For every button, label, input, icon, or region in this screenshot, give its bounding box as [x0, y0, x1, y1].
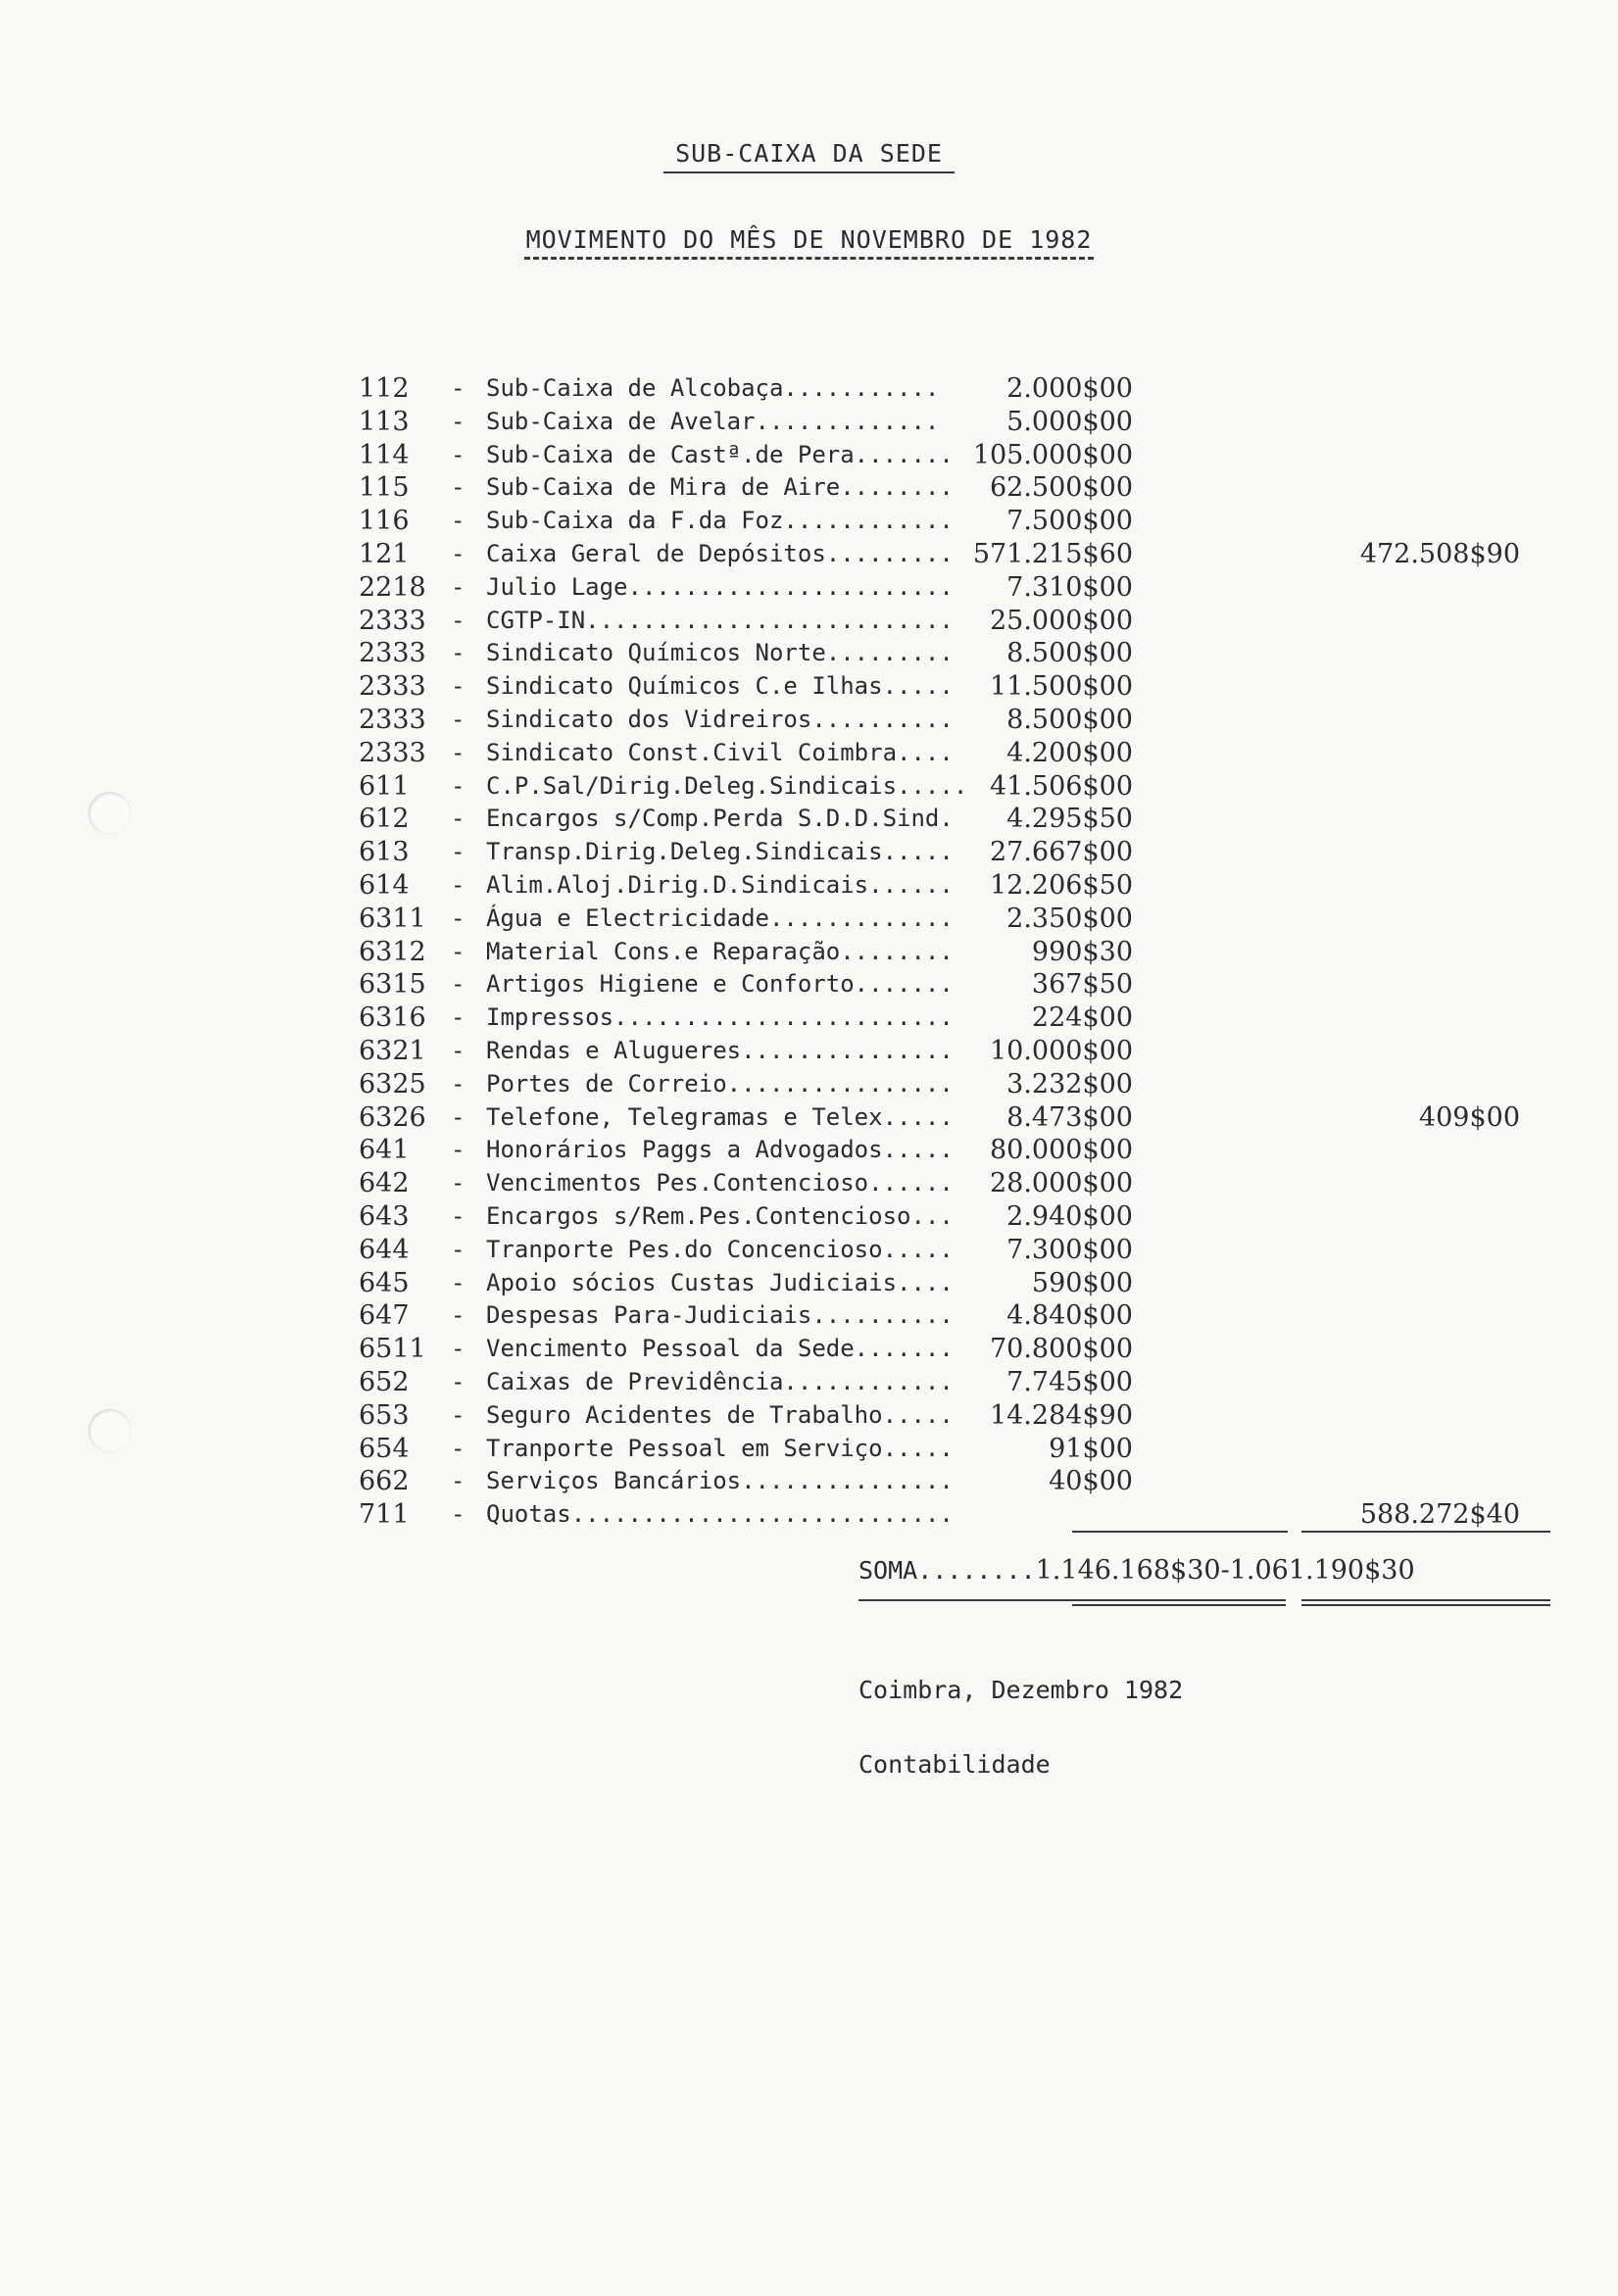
ledger-row: [359, 637, 1564, 670]
row-dash: -: [451, 1036, 466, 1064]
ledger-row: [359, 737, 1564, 770]
account-code: 611: [359, 770, 410, 802]
row-dash: -: [451, 771, 466, 800]
ledger-row: [359, 571, 1564, 605]
account-description: Sindicato Const.Civil Coimbra....: [486, 738, 954, 766]
row-dash: -: [451, 705, 466, 733]
ledger-row: [359, 1299, 1564, 1333]
account-amount: 8.500$00: [1006, 704, 1133, 735]
account-description: Apoio sócios Custas Judiciais....: [486, 1268, 954, 1296]
row-dash: -: [451, 374, 466, 402]
account-amount: 990$30: [1031, 936, 1133, 967]
row-dash: -: [451, 805, 466, 833]
amount-column-rule: [1072, 1531, 1288, 1533]
account-description: Caixas de Previdência............: [486, 1367, 954, 1395]
ledger-row: [359, 869, 1564, 903]
row-dash: -: [451, 507, 466, 535]
row-dash: -: [451, 407, 466, 435]
account-amount: 8.473$00: [1006, 1101, 1133, 1133]
account-amount: 28.000$00: [989, 1168, 1133, 1199]
account-description: Sub-Caixa da F.da Foz............: [486, 507, 954, 535]
account-code: 662: [359, 1466, 410, 1497]
account-total: 409$00: [1418, 1101, 1520, 1133]
account-amount: 4.295$50: [1006, 804, 1133, 835]
soma-rule-3: [1301, 1599, 1550, 1601]
account-description: Vencimentos Pes.Contencioso......: [486, 1169, 954, 1197]
account-description: Tranporte Pes.do Concencioso.....: [486, 1235, 954, 1263]
account-code: 6325: [359, 1068, 426, 1099]
account-description: Sub-Caixa de Castª.de Pera.......: [486, 440, 954, 468]
ledger-row: [359, 770, 1564, 804]
account-code: 645: [359, 1267, 410, 1298]
account-description: Caixa Geral de Depósitos.........: [486, 539, 954, 567]
account-description: Sindicato Químicos Norte.........: [486, 639, 954, 667]
row-dash: -: [451, 1102, 466, 1131]
account-code: 652: [359, 1366, 410, 1397]
row-dash: -: [451, 1169, 466, 1197]
account-amount: 367$50: [1031, 969, 1133, 1001]
account-description: Encargos s/Comp.Perda S.D.D.Sind.: [486, 805, 954, 833]
row-dash: -: [451, 440, 466, 468]
account-code: 647: [359, 1300, 410, 1332]
ledger-row: [359, 505, 1564, 538]
soma-line: [858, 1555, 1415, 1586]
account-description: Tranporte Pessoal em Serviço.....: [486, 1434, 954, 1462]
account-description: Seguro Acidentes de Trabalho.....: [486, 1400, 954, 1429]
account-amount: 62.500$00: [989, 472, 1133, 504]
punch-hole-lower: [88, 1409, 131, 1452]
account-description: Despesas Para-Judiciais..........: [486, 1301, 954, 1330]
row-dash: -: [451, 1268, 466, 1296]
ledger-row: [359, 439, 1564, 472]
ledger-row: [359, 1498, 1564, 1532]
ledger-row: [359, 1134, 1564, 1167]
account-code: 112: [359, 373, 410, 404]
account-description: Honorários Paggs a Advogados.....: [486, 1136, 954, 1164]
account-code: 113: [359, 406, 410, 437]
account-amount: 14.284$90: [989, 1399, 1133, 1431]
ledger-row: [359, 1333, 1564, 1366]
account-code: 614: [359, 869, 410, 901]
account-description: Sub-Caixa de Avelar.............: [486, 407, 940, 435]
account-amount: 40$00: [1049, 1466, 1133, 1497]
total-column-rule: [1301, 1531, 1550, 1533]
account-code: 613: [359, 837, 410, 868]
account-description: Vencimento Pessoal da Sede.......: [486, 1335, 954, 1363]
account-amount: 2.940$00: [1006, 1200, 1133, 1232]
row-dash: -: [451, 838, 466, 866]
row-dash: -: [451, 970, 466, 999]
department-signature: Contabilidade: [858, 1750, 1051, 1779]
account-code: 644: [359, 1234, 410, 1265]
row-dash: -: [451, 1136, 466, 1164]
row-dash: -: [451, 1367, 466, 1395]
row-dash: -: [451, 1434, 466, 1462]
account-amount: 12.206$50: [989, 869, 1133, 901]
account-code: 6312: [359, 936, 426, 967]
account-code: 121: [359, 538, 410, 569]
account-description: Sub-Caixa de Mira de Aire........: [486, 473, 954, 502]
account-amount: 8.500$00: [1006, 638, 1133, 669]
place-date: Coimbra, Dezembro 1982: [858, 1676, 1184, 1704]
ledger-row: [359, 471, 1564, 505]
account-amount: 2.000$00: [1006, 373, 1133, 404]
account-description: Quotas...........................: [486, 1500, 954, 1529]
ledger-table: [359, 372, 1564, 1532]
ledger-row: [359, 1167, 1564, 1200]
account-amount: 5.000$00: [1006, 406, 1133, 437]
row-dash: -: [451, 937, 466, 965]
account-amount: 3.232$00: [1006, 1068, 1133, 1099]
account-description: CGTP-IN..........................: [486, 606, 954, 634]
account-code: 2333: [359, 638, 426, 669]
row-dash: -: [451, 1301, 466, 1330]
account-amount: 7.745$00: [1006, 1366, 1133, 1397]
row-dash: -: [451, 672, 466, 701]
row-dash: -: [451, 1069, 466, 1098]
account-code: 116: [359, 506, 410, 537]
ledger-row: [359, 372, 1564, 406]
account-code: 2333: [359, 737, 426, 768]
account-total: 472.508$90: [1359, 538, 1520, 569]
account-amount: 10.000$00: [989, 1035, 1133, 1066]
ledger-row: [359, 1465, 1564, 1498]
ledger-row: [359, 836, 1564, 869]
ledger-row: [359, 903, 1564, 936]
account-description: Serviços Bancários...............: [486, 1467, 954, 1495]
account-code: 643: [359, 1200, 410, 1232]
account-amount: 105.000$00: [972, 439, 1133, 470]
ledger-row: [359, 605, 1564, 638]
account-amount: 7.500$00: [1006, 506, 1133, 537]
row-dash: -: [451, 1335, 466, 1363]
row-dash: -: [451, 904, 466, 932]
row-dash: -: [451, 606, 466, 634]
account-description: Julio Lage.......................: [486, 572, 954, 601]
account-code: 114: [359, 439, 410, 470]
account-amount: 590$00: [1031, 1267, 1133, 1298]
document-title: SUB-CAIXA DA SEDE: [0, 139, 1618, 173]
row-dash: -: [451, 1003, 466, 1032]
ledger-row: [359, 1234, 1564, 1267]
account-description: Sindicato dos Vidreiros..........: [486, 705, 954, 733]
account-amount: 571.215$60: [972, 538, 1133, 569]
ledger-row: [359, 406, 1564, 439]
ledger-row: [359, 1200, 1564, 1234]
account-description: Portes de Correio................: [486, 1069, 954, 1098]
account-amount: 80.000$00: [989, 1135, 1133, 1166]
ledger-row: [359, 670, 1564, 704]
ledger-row: [359, 1001, 1564, 1035]
account-code: 6315: [359, 969, 426, 1001]
account-description: Telefone, Telegramas e Telex.....: [486, 1102, 954, 1131]
row-dash: -: [451, 738, 466, 766]
account-code: 642: [359, 1168, 410, 1199]
account-code: 2218: [359, 571, 426, 603]
ledger-row: [359, 1068, 1564, 1101]
row-dash: -: [451, 1467, 466, 1495]
account-amount: 41.506$00: [989, 770, 1133, 802]
row-dash: -: [451, 1235, 466, 1263]
punch-hole-upper: [88, 792, 131, 835]
account-code: 711: [359, 1499, 410, 1531]
soma-rule-4: [1301, 1604, 1550, 1606]
row-dash: -: [451, 572, 466, 601]
soma-values: 1.146.168$30-1.061.190$30: [1035, 1555, 1415, 1586]
account-amount: 4.200$00: [1006, 737, 1133, 768]
account-code: 6326: [359, 1101, 426, 1133]
row-dash: -: [451, 473, 466, 502]
account-amount: 4.840$00: [1006, 1300, 1133, 1332]
account-amount: 11.500$00: [989, 671, 1133, 703]
account-code: 6316: [359, 1002, 426, 1034]
account-description: Sub-Caixa de Alcobaça...........: [486, 374, 940, 402]
account-description: Alim.Aloj.Dirig.D.Sindicais......: [486, 870, 954, 899]
document-subtitle: MOVIMENTO DO MÊS DE NOVEMBRO DE 1982: [0, 225, 1618, 260]
ledger-row: [359, 704, 1564, 737]
ledger-row: [359, 1267, 1564, 1300]
soma-rule-2: [1072, 1604, 1286, 1606]
row-dash: -: [451, 1400, 466, 1429]
soma-label: SOMA........: [858, 1556, 1036, 1585]
account-amount: 25.000$00: [989, 605, 1133, 636]
account-code: 2333: [359, 671, 426, 703]
soma-rule-1: [858, 1599, 1286, 1601]
account-description: Sindicato Químicos C.e Ilhas.....: [486, 672, 954, 701]
account-amount: 224$00: [1031, 1002, 1133, 1034]
ledger-row: [359, 803, 1564, 836]
ledger-row: [359, 968, 1564, 1001]
row-dash: -: [451, 539, 466, 567]
account-amount: 7.310$00: [1006, 571, 1133, 603]
account-description: Encargos s/Rem.Pes.Contencioso...: [486, 1201, 954, 1230]
account-code: 115: [359, 472, 410, 504]
ledger-row: [359, 1399, 1564, 1433]
account-amount: 2.350$00: [1006, 903, 1133, 934]
ledger-row: [359, 1101, 1564, 1135]
row-dash: -: [451, 1201, 466, 1230]
row-dash: -: [451, 639, 466, 667]
ledger-row: [359, 1433, 1564, 1466]
account-code: 654: [359, 1433, 410, 1464]
account-code: 612: [359, 804, 410, 835]
account-code: 6511: [359, 1334, 426, 1365]
ledger-row: [359, 538, 1564, 571]
account-amount: 27.667$00: [989, 837, 1133, 868]
row-dash: -: [451, 870, 466, 899]
account-amount: 7.300$00: [1006, 1234, 1133, 1265]
account-code: 653: [359, 1399, 410, 1431]
account-description: Impressos........................: [486, 1003, 954, 1032]
account-code: 2333: [359, 704, 426, 735]
account-code: 6321: [359, 1035, 426, 1066]
account-description: Transp.Dirig.Deleg.Sindicais.....: [486, 838, 954, 866]
account-description: Rendas e Alugueres...............: [486, 1036, 954, 1064]
ledger-row: [359, 936, 1564, 969]
account-description: Artigos Higiene e Conforto.......: [486, 970, 954, 999]
account-total: 588.272$40: [1359, 1499, 1520, 1531]
account-amount: 91$00: [1049, 1433, 1133, 1464]
account-description: Água e Electricidade.............: [486, 904, 954, 932]
account-code: 2333: [359, 605, 426, 636]
account-code: 6311: [359, 903, 426, 934]
account-amount: 70.800$00: [989, 1334, 1133, 1365]
row-dash: -: [451, 1500, 466, 1529]
ledger-row: [359, 1366, 1564, 1399]
account-description: Material Cons.e Reparação........: [486, 937, 954, 965]
account-description: C.P.Sal/Dirig.Deleg.Sindicais.....: [486, 771, 968, 800]
ledger-row: [359, 1035, 1564, 1068]
account-code: 641: [359, 1135, 410, 1166]
